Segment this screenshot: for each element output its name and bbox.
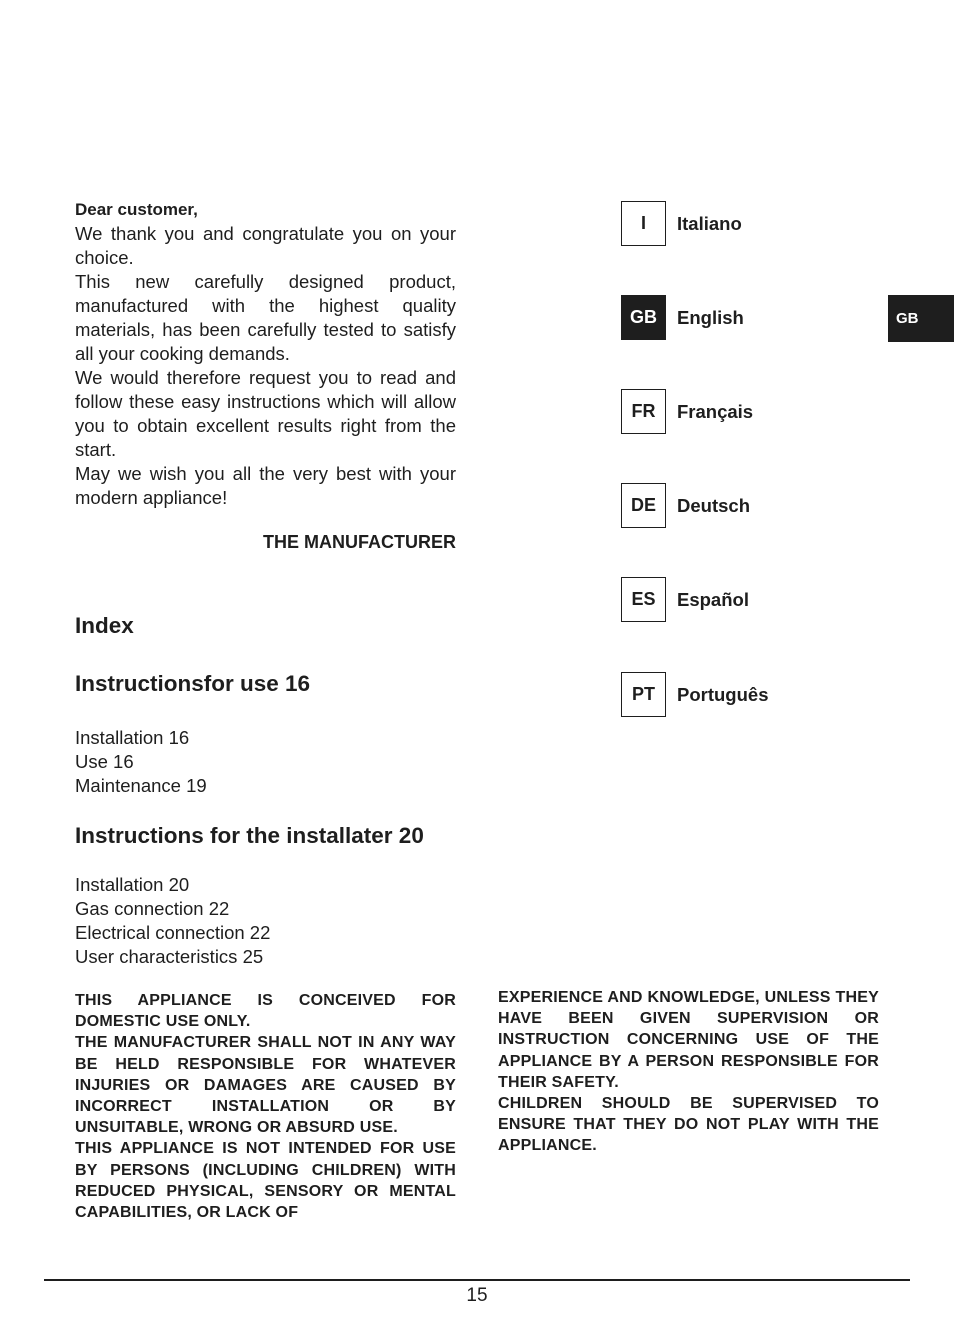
warning-paragraph: CHILDREN SHOULD BE SUPERVISED TO ENSURE THAT THEY DO NOT PLAY WITH THE APPLIANCE. (498, 1095, 879, 1155)
language-item-portugues[interactable] (621, 672, 768, 717)
index-title: Index (75, 613, 134, 638)
toc-item: Use 16 (75, 751, 134, 772)
toc-item: Installation 20 (75, 874, 190, 895)
toc-item: User characteristics 25 (75, 946, 264, 967)
intro-paragraph: We thank you and congratulate you on your choice. (75, 223, 456, 268)
language-item-espanol[interactable] (621, 577, 749, 622)
language-code: PT (621, 672, 666, 717)
warning-paragraph: EXPERIENCE AND KNOWLEDGE, UNLESS THEY HAVE BEEN GIVEN SUPERVISION OR INSTRUCTION CONCERNING USE OF THE APPLIANCE BY A PERSON RESPONSIBLE FOR THEIR SAFETY. (498, 989, 879, 1091)
page-number: 15 (466, 1285, 488, 1306)
section-heading-use: Instructionsfor use 16 (75, 671, 311, 696)
signature: THE MANUFACTURER (263, 532, 456, 552)
language-item-deutsch[interactable] (621, 483, 750, 528)
toc-item: Maintenance 19 (75, 775, 207, 796)
intro-paragraph: May we wish you all the very best with your modern appliance! (75, 463, 456, 508)
language-name: Italiano (677, 212, 742, 234)
section-heading-installer: Instructions for the installater 20 (75, 823, 424, 848)
toc-item: Gas connection 22 (75, 898, 230, 919)
language-item-english[interactable] (621, 295, 744, 340)
language-name: Deutsch (677, 494, 750, 516)
language-item-italiano[interactable] (621, 201, 742, 246)
toc-item: Installation 16 (75, 727, 190, 748)
side-language-tab: GB (888, 295, 954, 342)
warning-paragraph: THIS APPLIANCE IS CONCEIVED FOR DOMESTIC USE ONLY. (75, 992, 456, 1031)
toc-list-use (75, 726, 207, 798)
language-name: Français (677, 400, 754, 422)
language-name: English (677, 306, 744, 328)
language-name: Español (677, 588, 749, 610)
warning-paragraph: THIS APPLIANCE IS NOT INTENDED FOR USE BY PERSONS (INCLUDING CHILDREN) WITH REDUCED PHYSICAL, SENSORY OR MENTAL CAPABILITIES, OR LACK OF (75, 1140, 456, 1222)
intro-paragraph: This new carefully designed product, manufactured with the highest quality materials, has been carefully tested to satisfy all your cooking demands. (75, 271, 456, 364)
greeting: Dear customer, (75, 200, 198, 219)
toc-item: Electrical connection 22 (75, 922, 271, 943)
language-code: I (621, 201, 666, 246)
language-name: Português (677, 683, 769, 705)
language-code: ES (621, 577, 666, 622)
language-item-francais[interactable] (621, 389, 753, 434)
intro-paragraph: We would therefore request you to read and follow these easy instructions which will allow you to obtain excellent results right from the start. (75, 367, 456, 460)
language-code: DE (621, 483, 666, 528)
language-code: FR (621, 389, 666, 434)
warning-paragraph: THE MANUFACTURER SHALL NOT IN ANY WAY BE HELD RESPONSIBLE FOR WHATEVER INJURIES OR DAMAGES ARE CAUSED BY INCORRECT INSTALLATION OR BY UNSUITABLE, WRONG OR ABSURD USE. (75, 1034, 456, 1137)
footer-divider (44, 1279, 910, 1281)
toc-list-installer (75, 873, 270, 969)
intro-letter (75, 198, 456, 510)
warning-right (498, 987, 879, 1157)
language-code: GB (621, 295, 666, 340)
warning-left (75, 990, 456, 1223)
